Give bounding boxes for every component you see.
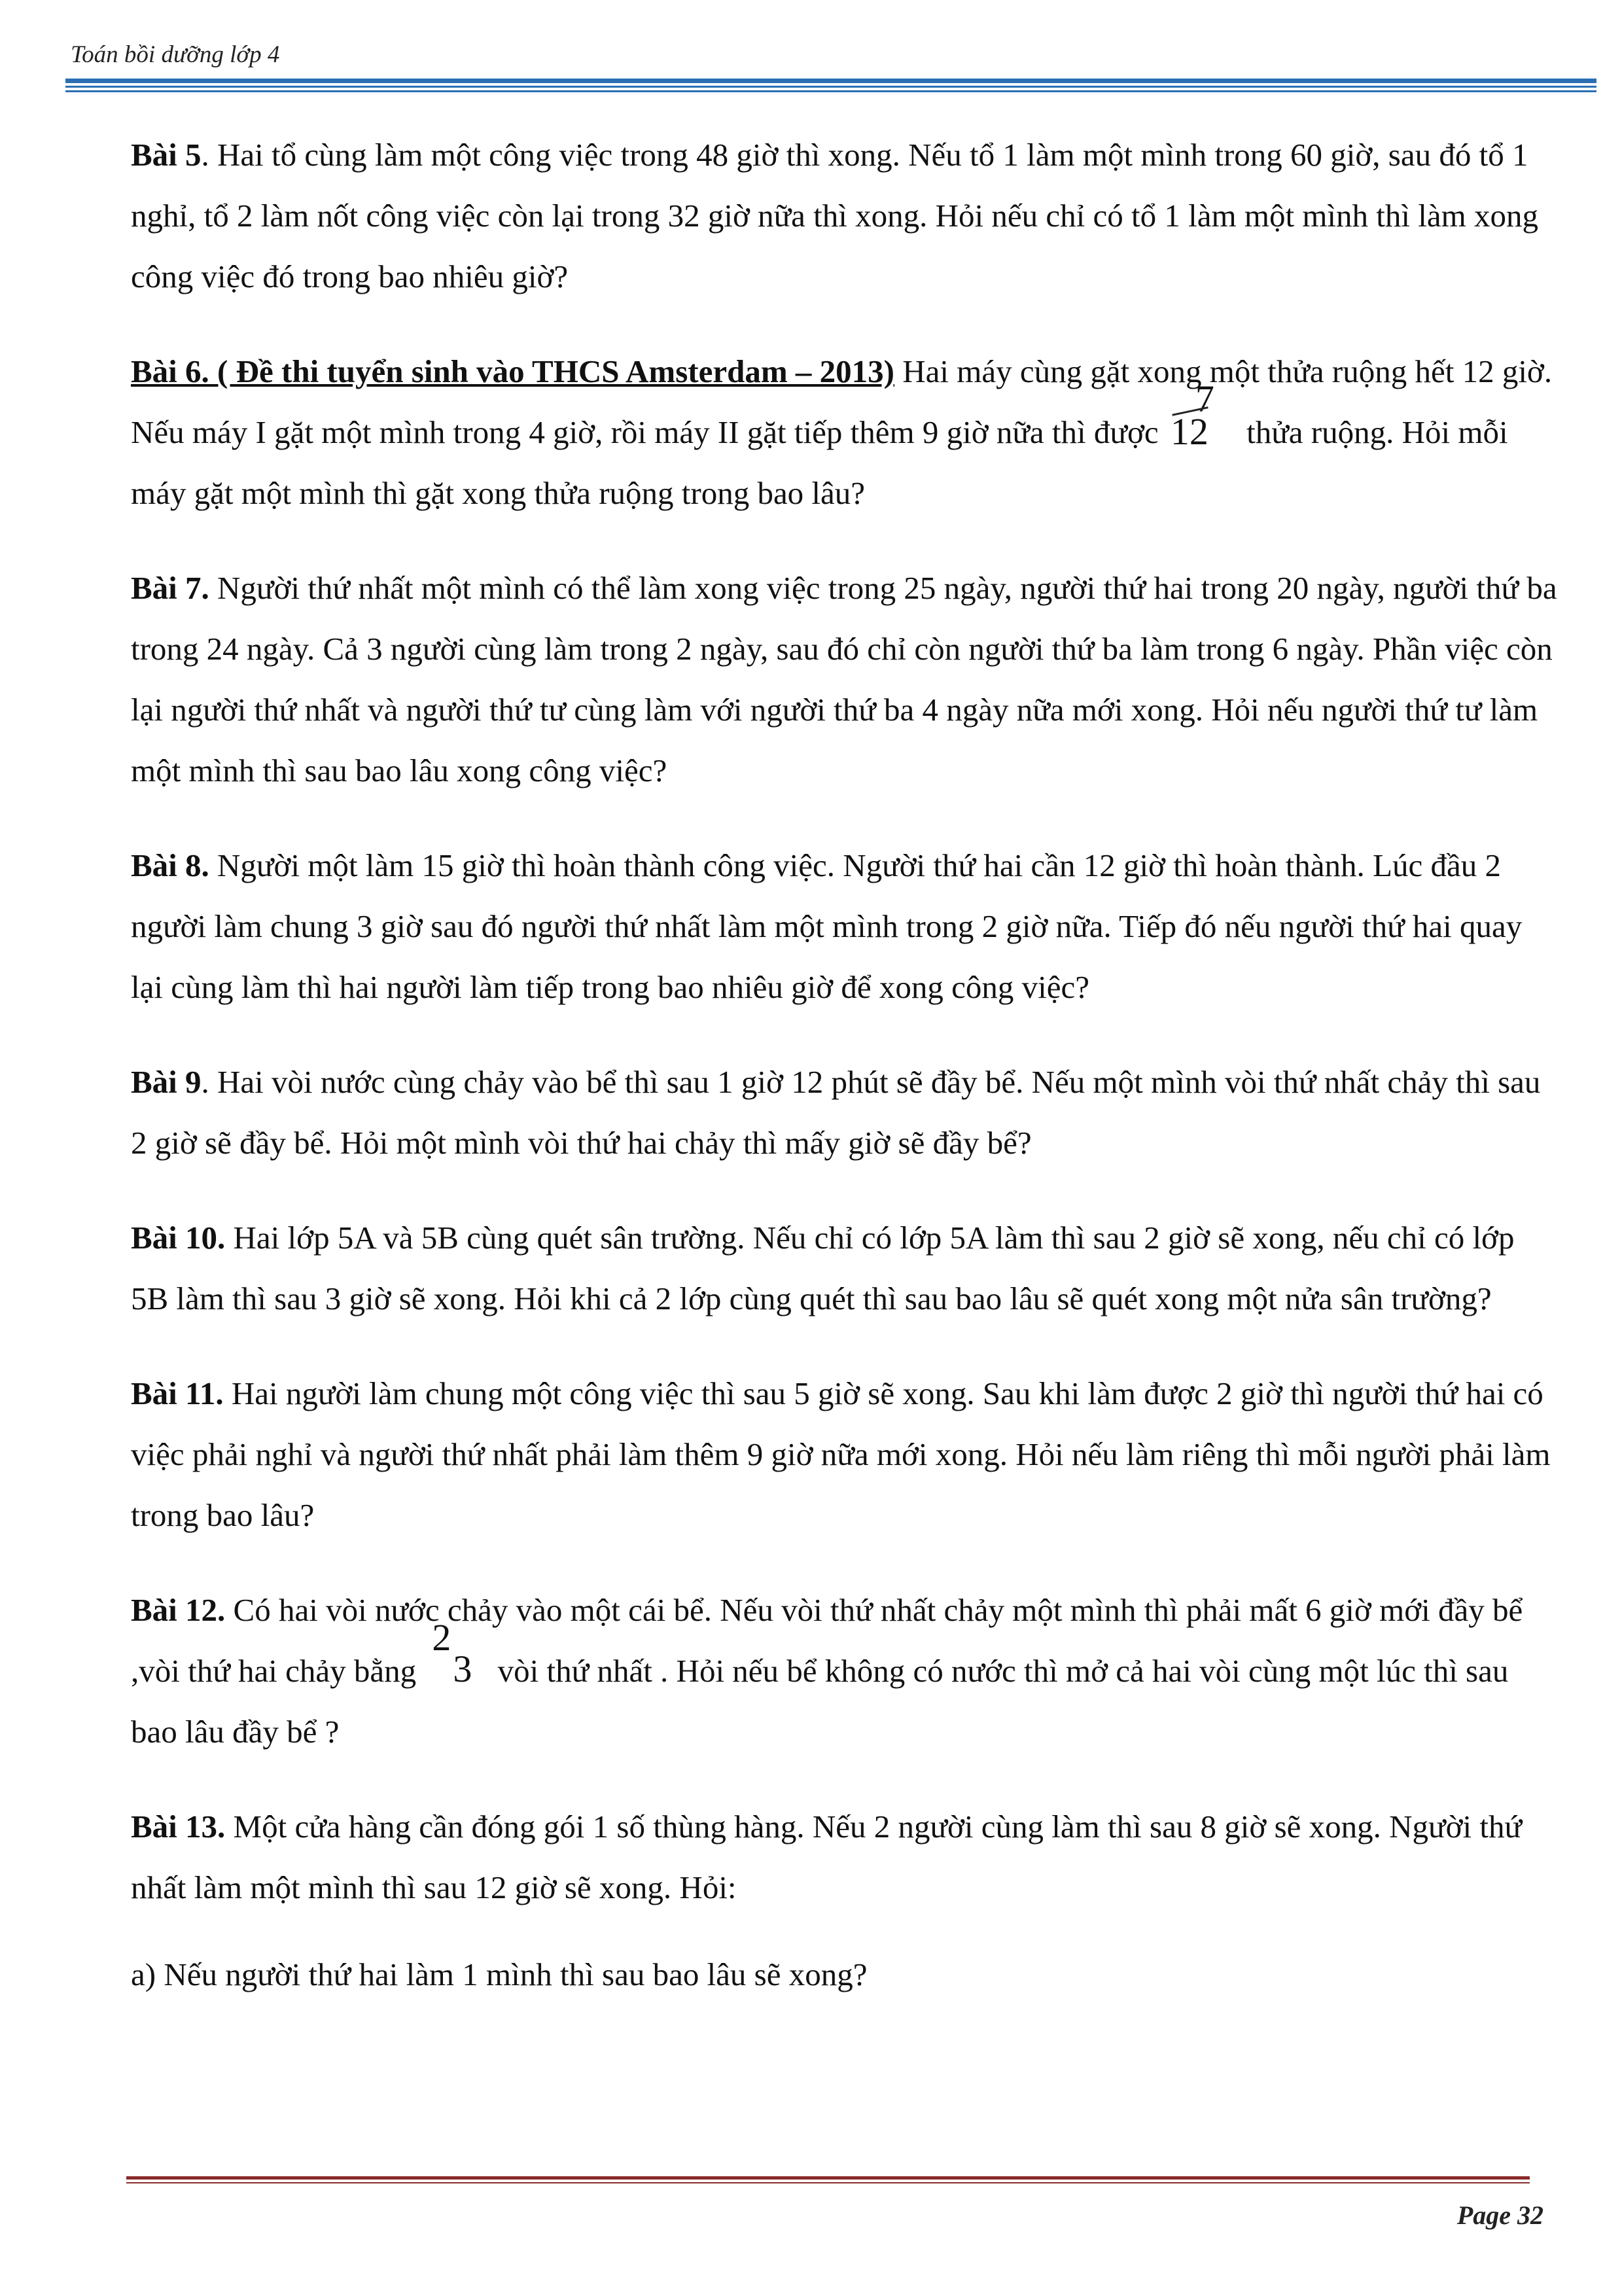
header-rule xyxy=(65,86,1596,88)
problem-9 xyxy=(131,1051,1557,1173)
problem-6 xyxy=(131,341,1557,523)
page-header-title: Toán bồi dưỡng lớp 4 xyxy=(71,41,280,68)
problem-5 xyxy=(131,124,1557,307)
page-number: Page 32 xyxy=(1456,2200,1543,2230)
problem-8 xyxy=(131,835,1557,1017)
problem-text: Hai lớp 5A và 5B cùng quét sân trường. Nếu chỉ có lớp 5A làm thì sau 2 giờ sẽ xong, nếu chỉ có lớp 5B làm thì sau 3 giờ sẽ xong. Hỏi khi cả 2 lớp cùng quét thì sau bao lâu sẽ quét xong một nửa sân trường? xyxy=(131,1220,1515,1316)
problem-text: Có hai vòi nước chảy vào một cái bể. Nếu vòi thứ nhất chảy một mình thì phải mất 6 giờ mới đầy bể ,vòi thứ hai chảy bằng xyxy=(131,1592,1523,1689)
problem-label: Bài 11. xyxy=(131,1375,224,1411)
problem-text: thửa ruộng. Hỏi mỗi máy gặt một mình thì gặt xong thửa ruộng trong bao lâu? xyxy=(131,414,1508,511)
problem-label: Bài 10. xyxy=(131,1220,226,1256)
problem-text: Hai người làm chung một công việc thì sau 5 giờ sẽ xong. Sau khi làm được 2 giờ thì người thứ hai có việc phải nghỉ và người thứ nhất phải làm thêm 9 giờ nữa mới xong. Hỏi nếu làm riêng thì mỗi người phải làm trong bao lâu? xyxy=(131,1375,1551,1533)
problem-12 xyxy=(131,1580,1557,1762)
problem-text: Hai máy cùng gặt xong một thửa ruộng hết 12 giờ. Nếu máy I gặt một mình trong 4 giờ, rồi máy II gặt tiếp thêm 9 giờ nữa thì được xyxy=(131,353,1553,450)
problem-text: Người một làm 15 giờ thì hoàn thành công việc. Người thứ hai cần 12 giờ thì hoàn thành. Lúc đầu 2 người làm chung 3 giờ sau đó người thứ nhất làm một mình trong 2 giờ nữa. Tiếp đó nếu người thứ hai quay lại cùng làm thì hai người làm tiếp trong bao nhiêu giờ để xong công việc? xyxy=(131,847,1523,1005)
problem-text: Người thứ nhất một mình có thể làm xong việc trong 25 ngày, người thứ hai trong 20 ngày, người thứ ba trong 24 ngày. Cả 3 người cùng làm trong 2 ngày, sau đó chỉ còn người thứ ba làm trong 6 ngày. Phần việc còn lại người thứ nhất và người thứ tư cùng làm với người thứ ba 4 ngày nữa mới xong. Hỏi nếu người thứ tư làm một mình thì sau bao lâu xong công việc? xyxy=(131,570,1557,788)
fraction-numerator: 7 xyxy=(1195,378,1214,420)
problem-text: . Hai vòi nước cùng chảy vào bể thì sau 1 giờ 12 phút sẽ đầy bể. Nếu một mình vòi thứ nhất chảy thì sau 2 giờ sẽ đầy bể. Hỏi một mình vòi thứ hai chảy thì mấy giờ sẽ đầy bể? xyxy=(131,1064,1541,1161)
fraction-7-12 xyxy=(1167,378,1239,453)
problem-label: Bài 13. xyxy=(131,1809,226,1845)
fraction-denominator: 12 xyxy=(1170,410,1208,453)
problem-subquestion: a) Nếu người thứ hai làm 1 mình thì sau bao lâu sẽ xong? xyxy=(131,1956,868,1992)
problem-label: Bài 9 xyxy=(131,1064,202,1100)
footer-rule xyxy=(126,2176,1530,2180)
header-rule xyxy=(65,79,1596,83)
problem-text: . Hai tổ cùng làm một công việc trong 48 giờ thì xong. Nếu tổ 1 làm một mình trong 60 giờ, sau đó tổ 1 nghỉ, tổ 2 làm nốt công việc còn lại trong 32 giờ nữa thì xong. Hỏi nếu chỉ có tổ 1 làm một mình thì làm xong công việc đó trong bao nhiêu giờ? xyxy=(131,137,1538,294)
footer-rule xyxy=(126,2182,1530,2183)
page-content xyxy=(131,124,1557,2039)
header-rule xyxy=(65,90,1596,92)
problem-label: Bài 7. xyxy=(131,570,209,606)
fraction-denominator: 3 xyxy=(453,1648,472,1690)
problem-13 xyxy=(131,1796,1557,2005)
problem-text: vòi thứ nhất . Hỏi nếu bể không có nước thì mở cả hai vòi cùng một lúc thì sau bao lâu đầy bể ? xyxy=(131,1653,1509,1750)
problem-7 xyxy=(131,557,1557,801)
problem-label: Bài 5 xyxy=(131,137,202,173)
fraction-numerator: 2 xyxy=(432,1616,451,1659)
problem-label: Bài 12. xyxy=(131,1592,226,1628)
problem-10 xyxy=(131,1207,1557,1329)
problem-text: Một cửa hàng cần đóng gói 1 số thùng hàng. Nếu 2 người cùng làm thì sau 8 giờ sẽ xong. Người thứ nhất làm một mình thì sau 12 giờ sẽ xong. Hỏi: xyxy=(131,1809,1523,1905)
problem-label: Bài 6. ( Đề thi tuyển sinh vào THCS Amsterdam – 2013) xyxy=(131,353,895,389)
problem-11 xyxy=(131,1363,1557,1545)
fraction-2-3 xyxy=(424,1616,489,1690)
problem-label: Bài 8. xyxy=(131,847,209,883)
